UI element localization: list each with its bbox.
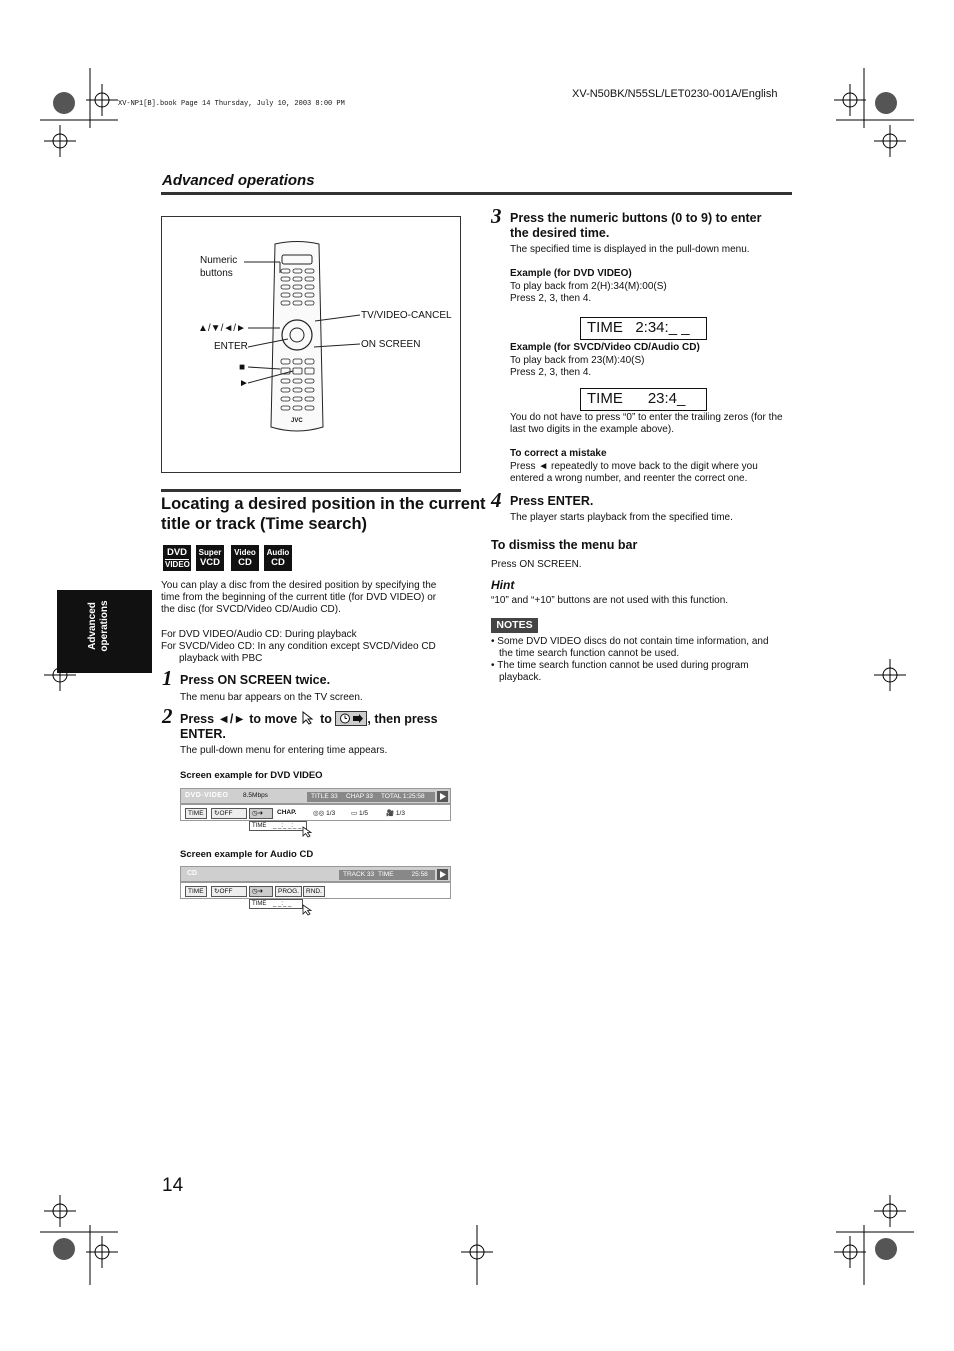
osd-cd-repeat-button[interactable]: ↻OFF bbox=[211, 886, 247, 897]
audio-icon: ◎◎ bbox=[313, 810, 325, 817]
note-1: • Some DVD VIDEO discs do not contain time information, and the time search function cannot be used. bbox=[491, 636, 769, 659]
remote-figure bbox=[161, 216, 461, 473]
step-2-number: 2 bbox=[162, 704, 173, 728]
example-2-text: To play back from 23(M):40(S) Press 2, 3, then 4. bbox=[510, 355, 645, 378]
repeat-icon: ↻ bbox=[214, 810, 220, 817]
intro-text: You can play a disc from the desired position by specifying the time from the beginning of the current title (for DVD VIDEO) or the disc (for SVCD/Video CD/Audio CD). bbox=[161, 580, 437, 615]
osd-cd-track: TRACK 33 bbox=[339, 870, 378, 880]
notes-badge: NOTES bbox=[491, 618, 538, 633]
osd-dvd-next-icon[interactable] bbox=[437, 791, 448, 802]
model-code: XV-N50BK/N55SL/LET0230-001A/English bbox=[572, 88, 778, 100]
osd-dvd-chap: CHAP 33 bbox=[342, 792, 377, 802]
osd-cd-prog-button[interactable]: PROG. bbox=[275, 886, 302, 897]
step-3-title: Press the numeric buttons (0 to 9) to enter the desired time. bbox=[510, 211, 762, 240]
subtitle-icon: ▭ bbox=[351, 810, 358, 817]
header-rule bbox=[161, 192, 792, 195]
trailing-zeros-text: You do not have to press “0” to enter the trailing zeros (for the last two digits in the example above). bbox=[510, 412, 783, 435]
condition-text: For DVD VIDEO/Audio CD: During playback For SVCD/Video CD: In any condition except SVCD/Video CD playback with PBC bbox=[161, 629, 436, 664]
cursor-icon bbox=[301, 711, 317, 725]
osd-dvd-angle[interactable]: 🎥 1/3 bbox=[386, 810, 405, 817]
example-2-head: Example (for SVCD/Video CD/Audio CD) bbox=[510, 342, 700, 353]
dismiss-head: To dismiss the menu bar bbox=[491, 538, 638, 552]
step-4-title: Press ENTER. bbox=[510, 494, 594, 508]
osd-dvd-title: TITLE 33 bbox=[307, 792, 342, 802]
side-tab bbox=[57, 590, 152, 673]
osd-dvd-chap-button[interactable]: CHAP. bbox=[277, 809, 297, 816]
osd-cd-time-popup[interactable]: TIME _ _:_ _ bbox=[249, 899, 303, 909]
osd-dvd-audio[interactable]: ◎◎ 1/3 bbox=[313, 810, 336, 817]
osd-cd-time: TIME 25:58 bbox=[374, 870, 435, 880]
osd-dvd-total: TOTAL 1:25:58 bbox=[377, 792, 435, 802]
osd-dvd-subtitle[interactable]: ▭ 1/5 bbox=[351, 810, 369, 817]
correct-mistake-text: Press ◄ repeatedly to move back to the digit where you entered a wrong number, and reenter the correct one. bbox=[510, 461, 758, 484]
video-cd-icon: Video CD bbox=[231, 545, 259, 571]
label-arrow-buttons: ▲/▼/◄/► bbox=[198, 323, 246, 334]
osd-dvd bbox=[180, 788, 451, 836]
label-enter: ENTER bbox=[214, 341, 248, 352]
page-title-line-1: Locating a desired position in the current bbox=[161, 495, 486, 513]
dismiss-desc: Press ON SCREEN. bbox=[491, 559, 582, 570]
super-vcd-icon: Super VCD bbox=[196, 545, 224, 571]
correct-mistake-head: To correct a mistake bbox=[510, 448, 607, 459]
book-info: XV-NP1[B].book Page 14 Thursday, July 10, 2003 8:00 PM bbox=[118, 100, 345, 108]
page-title bbox=[161, 494, 486, 534]
osd-dvd-time-button[interactable]: TIME bbox=[185, 808, 207, 819]
step-1-number: 1 bbox=[162, 666, 173, 690]
pointer-icon bbox=[302, 904, 314, 916]
step-2-title: Press ◄/► to move to , then press ENTER. bbox=[180, 712, 438, 741]
example-1-text: To play back from 2(H):34(M):00(S) Press 2, 3, then 4. bbox=[510, 281, 667, 304]
osd-dvd-time-search-icon[interactable]: ◷➜ bbox=[249, 808, 273, 819]
label-on-screen: ON SCREEN bbox=[361, 339, 421, 350]
step-4-number: 4 bbox=[491, 488, 502, 512]
label-numeric-buttons: Numeric buttons bbox=[200, 255, 238, 279]
step-4-desc: The player starts playback from the specified time. bbox=[510, 512, 733, 523]
osd-cd bbox=[180, 866, 451, 916]
osd-dvd-repeat-button[interactable]: ↻OFF bbox=[211, 808, 247, 819]
dvd-video-icon: DVD VIDEO bbox=[165, 547, 190, 569]
osd-cd-disc: CD bbox=[187, 870, 198, 877]
example-1-head: Example (for DVD VIDEO) bbox=[510, 268, 632, 279]
time-search-icon bbox=[335, 711, 367, 726]
osd-cd-rnd-button[interactable]: RND. bbox=[303, 886, 325, 897]
page-title-line-2: title or track (Time search) bbox=[161, 515, 368, 533]
hint-desc: “10” and “+10” buttons are not used with this function. bbox=[491, 595, 729, 606]
screen-dvd-label: Screen example for DVD VIDEO bbox=[180, 770, 323, 781]
side-tab-label: Advanced operations bbox=[87, 600, 110, 652]
osd-cd-time-button[interactable]: TIME bbox=[185, 886, 207, 897]
step-1-desc: The menu bar appears on the TV screen. bbox=[180, 692, 363, 703]
hint-head: Hint bbox=[491, 578, 515, 592]
osd-dvd-time-popup[interactable]: TIME _ _:_ _:_ _ bbox=[249, 821, 307, 831]
section-title: Advanced operations bbox=[162, 172, 315, 189]
label-tv-video-cancel: TV/VIDEO-CANCEL bbox=[361, 310, 452, 321]
label-stop: ■ bbox=[239, 362, 246, 373]
note-2: • The time search function cannot be used during program playback. bbox=[491, 660, 749, 683]
example-2-time-display: TIME 23:4_ bbox=[580, 388, 707, 411]
audio-cd-icon: Audio CD bbox=[264, 545, 292, 571]
angle-icon: 🎥 bbox=[386, 810, 395, 817]
step-3-desc: The specified time is displayed in the pull-down menu. bbox=[510, 244, 750, 255]
osd-dvd-disc: DVD-VIDEO bbox=[185, 792, 229, 799]
screen-cd-label: Screen example for Audio CD bbox=[180, 849, 314, 860]
pointer-icon bbox=[302, 826, 314, 838]
step-3-number: 3 bbox=[491, 204, 502, 228]
label-play: ► bbox=[239, 378, 249, 389]
example-1-time-display: TIME 2:34:_ _ bbox=[580, 317, 707, 340]
step-2-desc: The pull-down menu for entering time appears. bbox=[180, 745, 388, 756]
step-1-title: Press ON SCREEN twice. bbox=[180, 673, 331, 687]
osd-cd-next-icon[interactable] bbox=[437, 869, 448, 880]
osd-cd-time-search-icon[interactable]: ◷➜ bbox=[249, 886, 273, 897]
title-rule bbox=[161, 489, 461, 492]
osd-dvd-rate: 8.5Mbps bbox=[243, 792, 268, 799]
repeat-icon: ↻ bbox=[214, 888, 220, 895]
remote-brand: JVC bbox=[291, 418, 303, 424]
page-number: 14 bbox=[162, 1175, 184, 1196]
